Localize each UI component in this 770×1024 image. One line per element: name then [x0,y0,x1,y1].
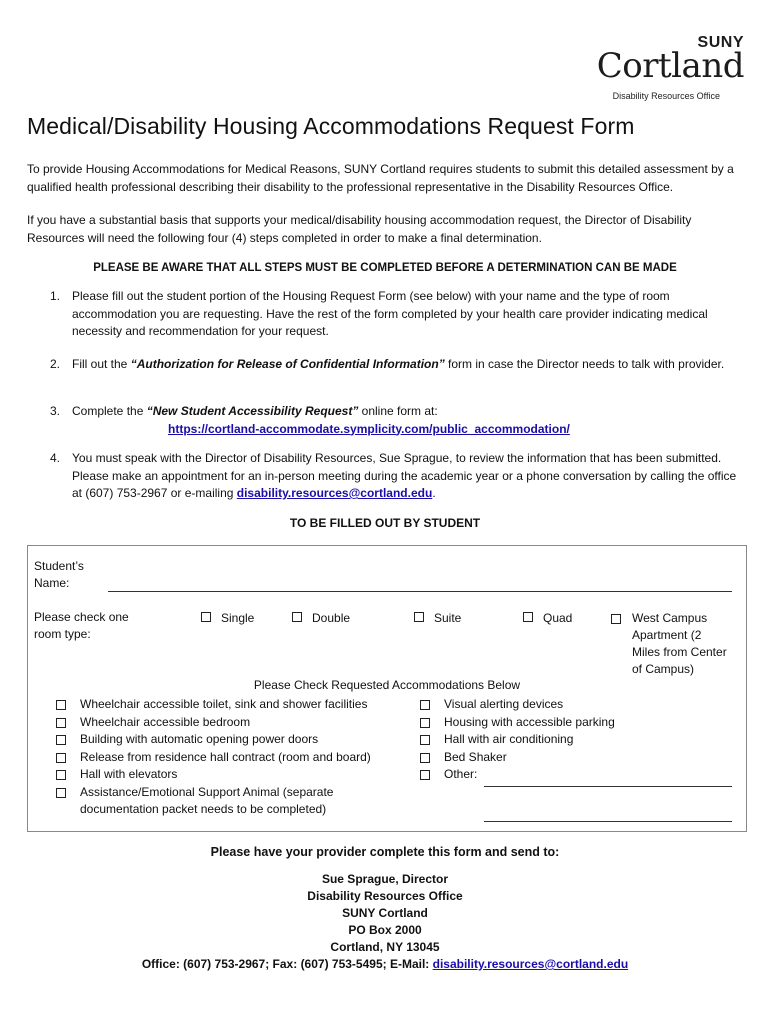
aware-notice: PLEASE BE AWARE THAT ALL STEPS MUST BE COMPLETED BEFORE A DETERMINATION CAN BE MADE [93,262,677,274]
step-text [72,403,740,438]
accommodation-label: Visual alerting devices [444,697,564,711]
email-link[interactable]: disability.resources@cortland.edu [236,486,433,500]
address-line: PO Box 2000 [348,923,422,937]
step-text-post: . [432,486,436,500]
accommodation-item[interactable] [56,696,416,714]
step-4 [50,450,740,503]
authorization-form-name: “Authorization for Release of Confidential Information” [130,357,445,371]
checkbox[interactable] [420,718,430,728]
address-line: Sue Sprague, Director [321,872,449,886]
accommodation-label: Wheelchair accessible toilet, sink and shower facilities [80,697,368,711]
checkbox[interactable] [611,614,621,624]
mailing-address [0,871,770,973]
contact-line [0,956,770,973]
intro-paragraph-1: To provide Housing Accommodations for Medical Reasons, SUNY Cortland requires students to submit this detailed assessment by a qualified health professional describing their disability to the professional representative in the Disability Resources Office. [27,162,734,194]
step-text [72,450,740,503]
step-text-pre: You must speak with the Director of Disability Resources, Sue Sprague, to review the information that has been submitted. Please make an appointment for an in-person meeting during the academic year or a phone conversation by calling the office at (607) 753-2967 or e-mailing [72,451,737,500]
room-option-suite[interactable] [414,610,461,627]
student-form-box [27,545,747,832]
checkbox[interactable] [420,770,430,780]
step-text-post: online form at: [358,404,438,418]
checkbox[interactable] [420,735,430,745]
checkbox[interactable] [201,612,211,622]
step-1 [50,288,740,341]
step-number: 3. [50,404,61,418]
step-3 [50,403,740,438]
room-option-single[interactable] [201,610,254,627]
footer-email-link[interactable]: disability.resources@cortland.edu [432,957,629,971]
accommodation-item[interactable] [56,731,416,749]
room-option-label: Double [312,611,351,625]
accommodation-item[interactable] [56,766,416,784]
other-field-line-2[interactable] [484,821,732,822]
room-option-label: West Campus Apartment (2 Miles from Center of Campus) [632,611,727,676]
accommodation-item[interactable] [420,749,740,767]
student-name-field[interactable] [108,591,732,592]
contact-text: Office: (607) 753-2967; Fax: (607) 753-5495; E-Mail: [141,957,433,971]
accommodation-item[interactable] [56,749,416,767]
step-text: Please fill out the student portion of the Housing Request Form (see below) with your name and the type of room accommodation you are requesting. Have the rest of the form completed by your health care provider indicating medical necessity and recommendation for your request. [72,289,708,338]
accommodation-url-link[interactable]: https://cortland-accommodate.symplicity.com/public_accommodation/ [168,421,570,436]
student-section-heading: TO BE FILLED OUT BY STUDENT [289,516,481,530]
logo-cortland-text: Cortland [596,46,744,86]
intro-paragraph-2: If you have a substantial basis that supports your medical/disability housing accommodation request, the Director of Disability Resources will need the following four (4) steps completed in order to make a final determination. [27,213,692,245]
office-name: Disability Resources Office [612,91,720,101]
step-text-post: form in case the Director needs to talk with provider. [444,357,725,371]
accommodation-item-other[interactable] [420,766,740,784]
accommodation-label: Housing with accessible parking [444,714,615,729]
step-2 [50,356,740,374]
accommodations-right-list [420,696,740,784]
accommodation-item[interactable] [420,731,740,749]
checkbox[interactable] [420,700,430,710]
other-field-line-1[interactable] [484,786,732,787]
checkbox[interactable] [56,788,66,798]
step-text [72,356,740,374]
accommodation-item[interactable] [420,696,740,714]
checkbox[interactable] [56,700,66,710]
checkbox[interactable] [56,770,66,780]
room-option-label: Suite [434,611,462,625]
room-option-double[interactable] [292,610,350,627]
address-line: Cortland, NY 13045 [330,940,440,954]
accommodation-label: Hall with elevators [80,767,178,781]
address-line: Disability Resources Office [307,889,463,903]
accommodation-item[interactable] [56,714,416,732]
accommodation-label: Release from residence hall contract (room and board) [80,749,371,764]
step-text-pre: Fill out the [72,357,131,371]
checkbox[interactable] [56,753,66,763]
suny-cortland-logo [574,34,744,84]
checkbox[interactable] [56,718,66,728]
accommodation-item[interactable] [420,714,740,732]
logo-suny-text: SUNY [697,34,744,51]
step-text-pre: Complete the [72,404,147,418]
room-type-label: Please check one room type: [34,610,129,641]
provider-instruction: Please have your provider complete this form and send to: [210,845,560,859]
accommodations-left-list [56,696,416,819]
checkbox[interactable] [420,753,430,763]
checkbox[interactable] [523,612,533,622]
checkbox[interactable] [56,735,66,745]
accessibility-request-form-name: “New Student Accessibility Request” [146,404,359,418]
room-option-label: Quad [543,611,573,625]
accommodation-label: Wheelchair accessible bedroom [80,714,251,729]
room-option-west-campus[interactable] [611,610,731,678]
room-option-quad[interactable] [523,610,572,627]
student-name-label: Student’s Name: [34,559,84,590]
accommodation-label: Building with automatic opening power doors [80,732,319,746]
accommodation-item[interactable] [56,784,380,819]
step-number: 4. [50,451,61,465]
checkbox[interactable] [414,612,424,622]
accommodation-label: Other: [444,767,478,781]
room-option-label: Single [221,611,255,625]
accommodations-title: Please Check Requested Accommodations Below [253,678,521,692]
step-number: 2. [50,357,61,371]
address-line: SUNY Cortland [342,906,428,920]
accommodation-label: Hall with air conditioning [444,732,574,746]
checkbox[interactable] [292,612,302,622]
accommodation-label: Bed Shaker [444,749,507,764]
step-number: 1. [50,289,61,303]
page-title: Medical/Disability Housing Accommodations Request Form [27,113,635,139]
accommodation-label: Assistance/Emotional Support Animal (separate documentation packet needs to be completed) [80,784,334,816]
